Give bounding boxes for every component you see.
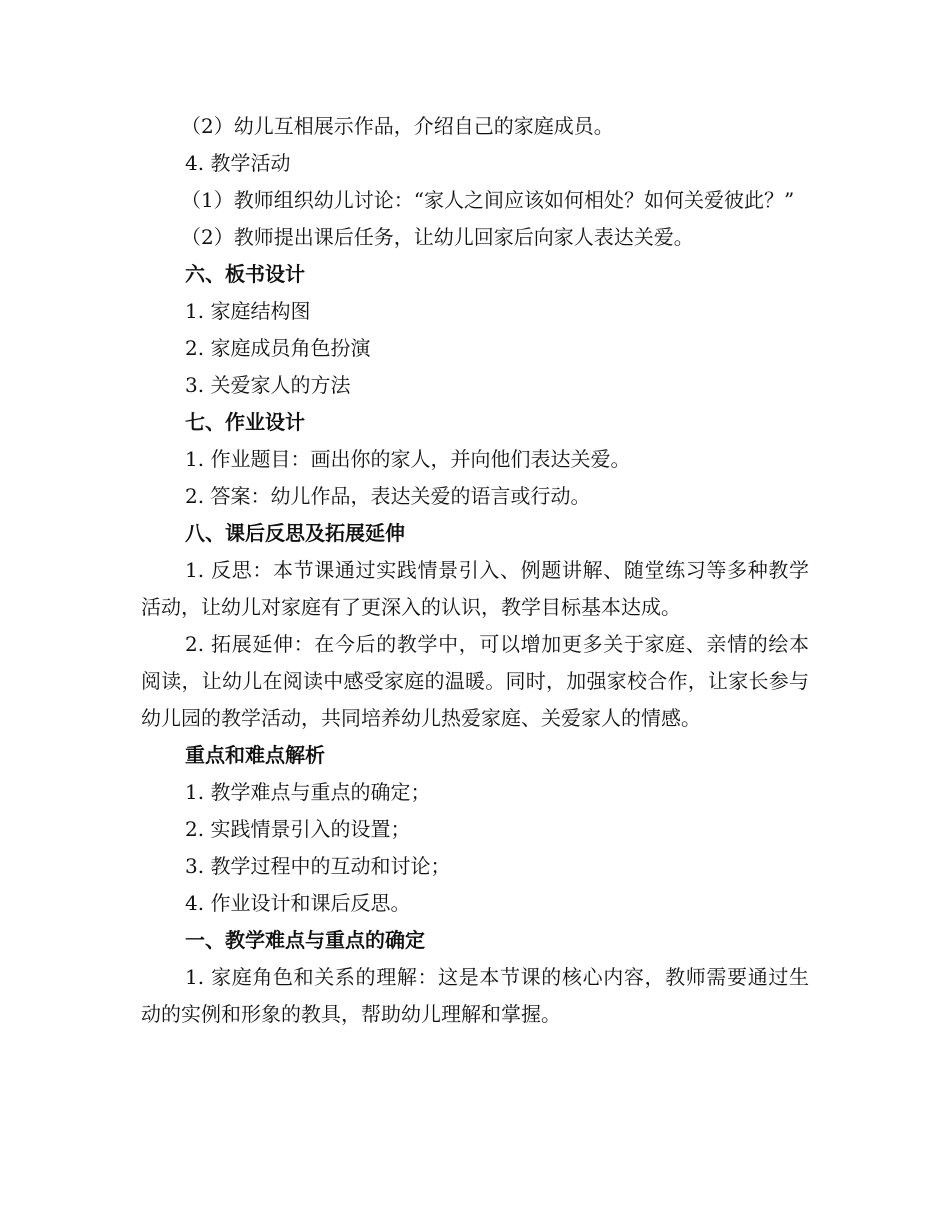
list-item: 2. 答案：幼儿作品，表达关爱的语言或行动。: [185, 484, 591, 508]
activity-item: （2）教师提出课后任务，让幼儿回家后向家人表达关爱。: [181, 225, 694, 249]
section-heading-homework: 七、作业设计: [185, 410, 305, 434]
activity-item: （1）教师组织幼儿讨论：“家人之间应该如何相处？如何关爱彼此？”: [181, 188, 795, 212]
list-item: 3. 教学过程中的互动和讨论；: [185, 854, 451, 878]
paragraph-extension: 2. 拓展延伸：在今后的教学中，可以增加更多关于家庭、亲情的绘本阅读，让幼儿在阅读中感受家庭的温暖。同时，加强家校合作，让家长参与幼儿园的教学活动，共同培养幼儿热爱家庭、关爱家人的情感。: [141, 632, 809, 730]
list-item: 3. 关爱家人的方法: [185, 373, 351, 397]
paragraph-family-roles: 1. 家庭角色和关系的理解：这是本节课的核心内容，教师需要通过生动的实例和形象的教具，帮助幼儿理解和掌握。: [141, 965, 809, 1026]
list-item: 1. 教学难点与重点的确定；: [185, 780, 431, 804]
list-item: 1. 家庭结构图: [185, 299, 311, 323]
paragraph-reflection: 1. 反思：本节课通过实践情景引入、例题讲解、随堂练习等多种教学活动，让幼儿对家庭有了更深入的认识，教学目标基本达成。: [141, 558, 809, 619]
list-item: 2. 家庭成员角色扮演: [185, 336, 371, 360]
section-subheading: 4. 教学活动: [185, 151, 291, 175]
section-heading-key-points: 重点和难点解析: [185, 743, 325, 767]
section-heading-reflection: 八、课后反思及拓展延伸: [185, 521, 405, 545]
list-item: 4. 作业设计和课后反思。: [185, 891, 411, 915]
document-body: [141, 108, 809, 1033]
list-item: 1. 作业题目：画出你的家人，并向他们表达关爱。: [185, 447, 631, 471]
section-heading-difficulty: 一、教学难点与重点的确定: [185, 928, 425, 952]
activity-item: （2）幼儿互相展示作品，介绍自己的家庭成员。: [181, 114, 614, 138]
list-item: 2. 实践情景引入的设置；: [185, 817, 411, 841]
section-heading-board-design: 六、板书设计: [185, 262, 305, 286]
